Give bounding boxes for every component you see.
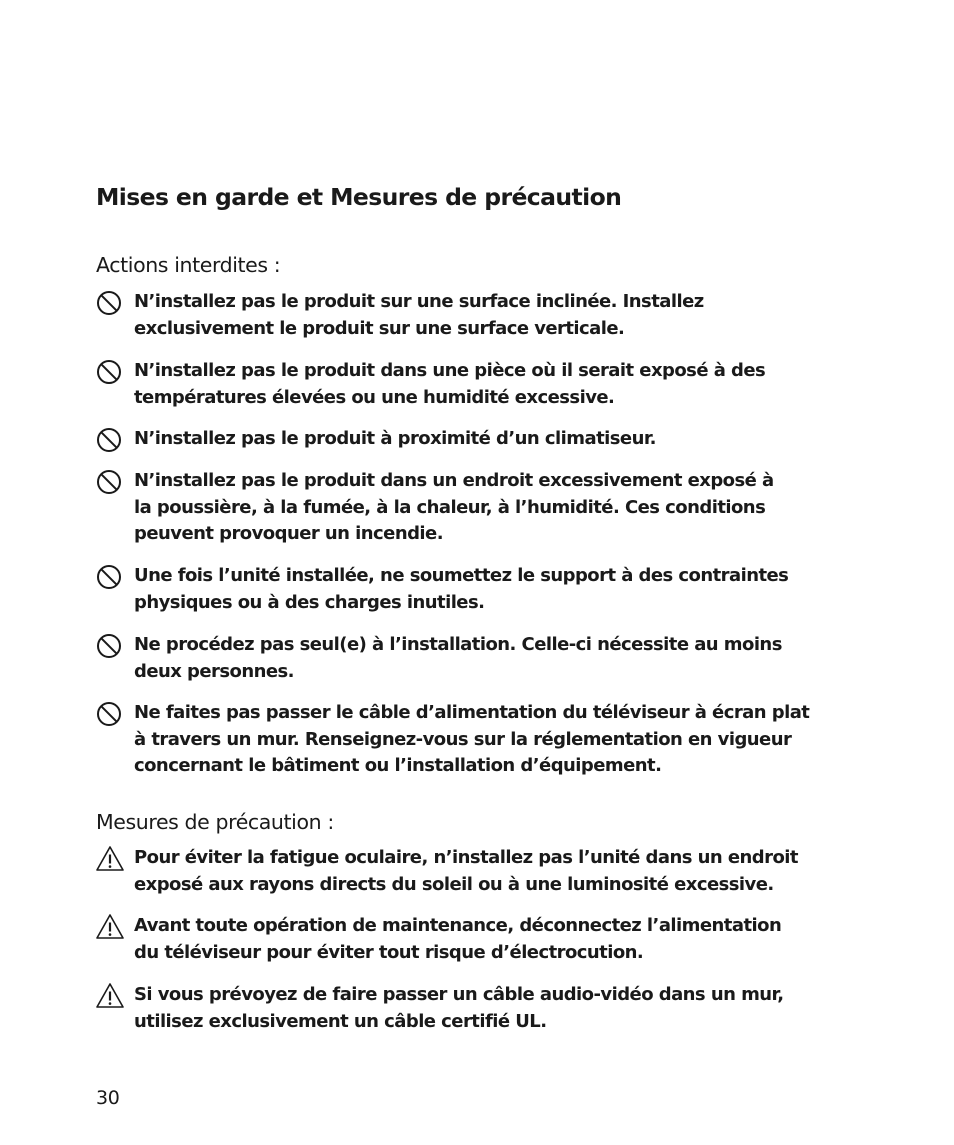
warning-icon	[96, 845, 126, 875]
prohibited-icon	[96, 426, 126, 456]
text-line: N’installez pas le produit à proximité d’un climatiseur.	[134, 428, 656, 449]
text-line: concernant le bâtiment ou l’installation d’équipement.	[134, 755, 662, 776]
page-title: Mises en garde et Mesures de précaution	[96, 183, 622, 211]
text-line: Avant toute opération de maintenance, déconnectez l’alimentation	[134, 915, 782, 936]
prohibited-item-text	[134, 468, 874, 548]
text-line: Si vous prévoyez de faire passer un câble audio-vidéo dans un mur,	[134, 984, 784, 1005]
text-line: à travers un mur. Renseignez-vous sur la réglementation en vigueur	[134, 728, 792, 750]
text-line: températures élevées ou une humidité excessive.	[134, 386, 615, 408]
text-line: Ne faites pas passer le câble d’alimentation du téléviseur à écran plat	[134, 702, 810, 723]
prohibited-item-text	[134, 632, 874, 685]
text-line: utilisez exclusivement un câble certifié UL.	[134, 1010, 547, 1032]
warning-icon	[96, 913, 126, 943]
text-line: peuvent provoquer un incendie.	[134, 523, 443, 544]
precaution-item-text	[134, 982, 874, 1035]
text-line: N’installez pas le produit dans une pièce où il serait exposé à des	[134, 360, 766, 381]
precaution-item-text	[134, 845, 874, 898]
text-line: N’installez pas le produit dans un endroit excessivement exposé à	[134, 470, 774, 491]
prohibited-icon	[96, 563, 126, 593]
precautions-heading: Mesures de précaution :	[96, 810, 334, 834]
prohibited-item-text	[134, 426, 874, 453]
prohibited-icon	[96, 358, 126, 388]
prohibited-icon	[96, 700, 126, 730]
text-line: la poussière, à la fumée, à la chaleur, à l’humidité. Ces conditions	[134, 496, 766, 518]
text-line: exclusivement le produit sur une surface verticale.	[134, 317, 625, 339]
text-line: du téléviseur pour éviter tout risque d’électrocution.	[134, 941, 644, 963]
prohibited-item-text	[134, 700, 874, 780]
prohibited-icon	[96, 632, 126, 662]
precaution-item-text	[134, 913, 874, 966]
prohibited-item-text	[134, 289, 874, 342]
text-line: Pour éviter la fatigue oculaire, n’installez pas l’unité dans un endroit	[134, 847, 798, 868]
text-line: Une fois l’unité installée, ne soumettez le support à des contraintes	[134, 565, 789, 586]
prohibited-item-text	[134, 358, 874, 411]
prohibited-icon	[96, 289, 126, 319]
text-line: Ne procédez pas seul(e) à l’installation. Celle-ci nécessite au moins	[134, 634, 782, 655]
page-number: 30	[96, 1087, 120, 1109]
text-line: exposé aux rayons directs du soleil ou à une luminosité excessive.	[134, 873, 774, 895]
text-line: N’installez pas le produit sur une surface inclinée. Installez	[134, 291, 704, 312]
prohibited-actions-heading: Actions interdites :	[96, 253, 281, 277]
text-line: deux personnes.	[134, 660, 294, 682]
prohibited-item-text	[134, 563, 874, 616]
prohibited-icon	[96, 468, 126, 498]
warning-icon	[96, 982, 126, 1012]
text-line: physiques ou à des charges inutiles.	[134, 591, 485, 613]
